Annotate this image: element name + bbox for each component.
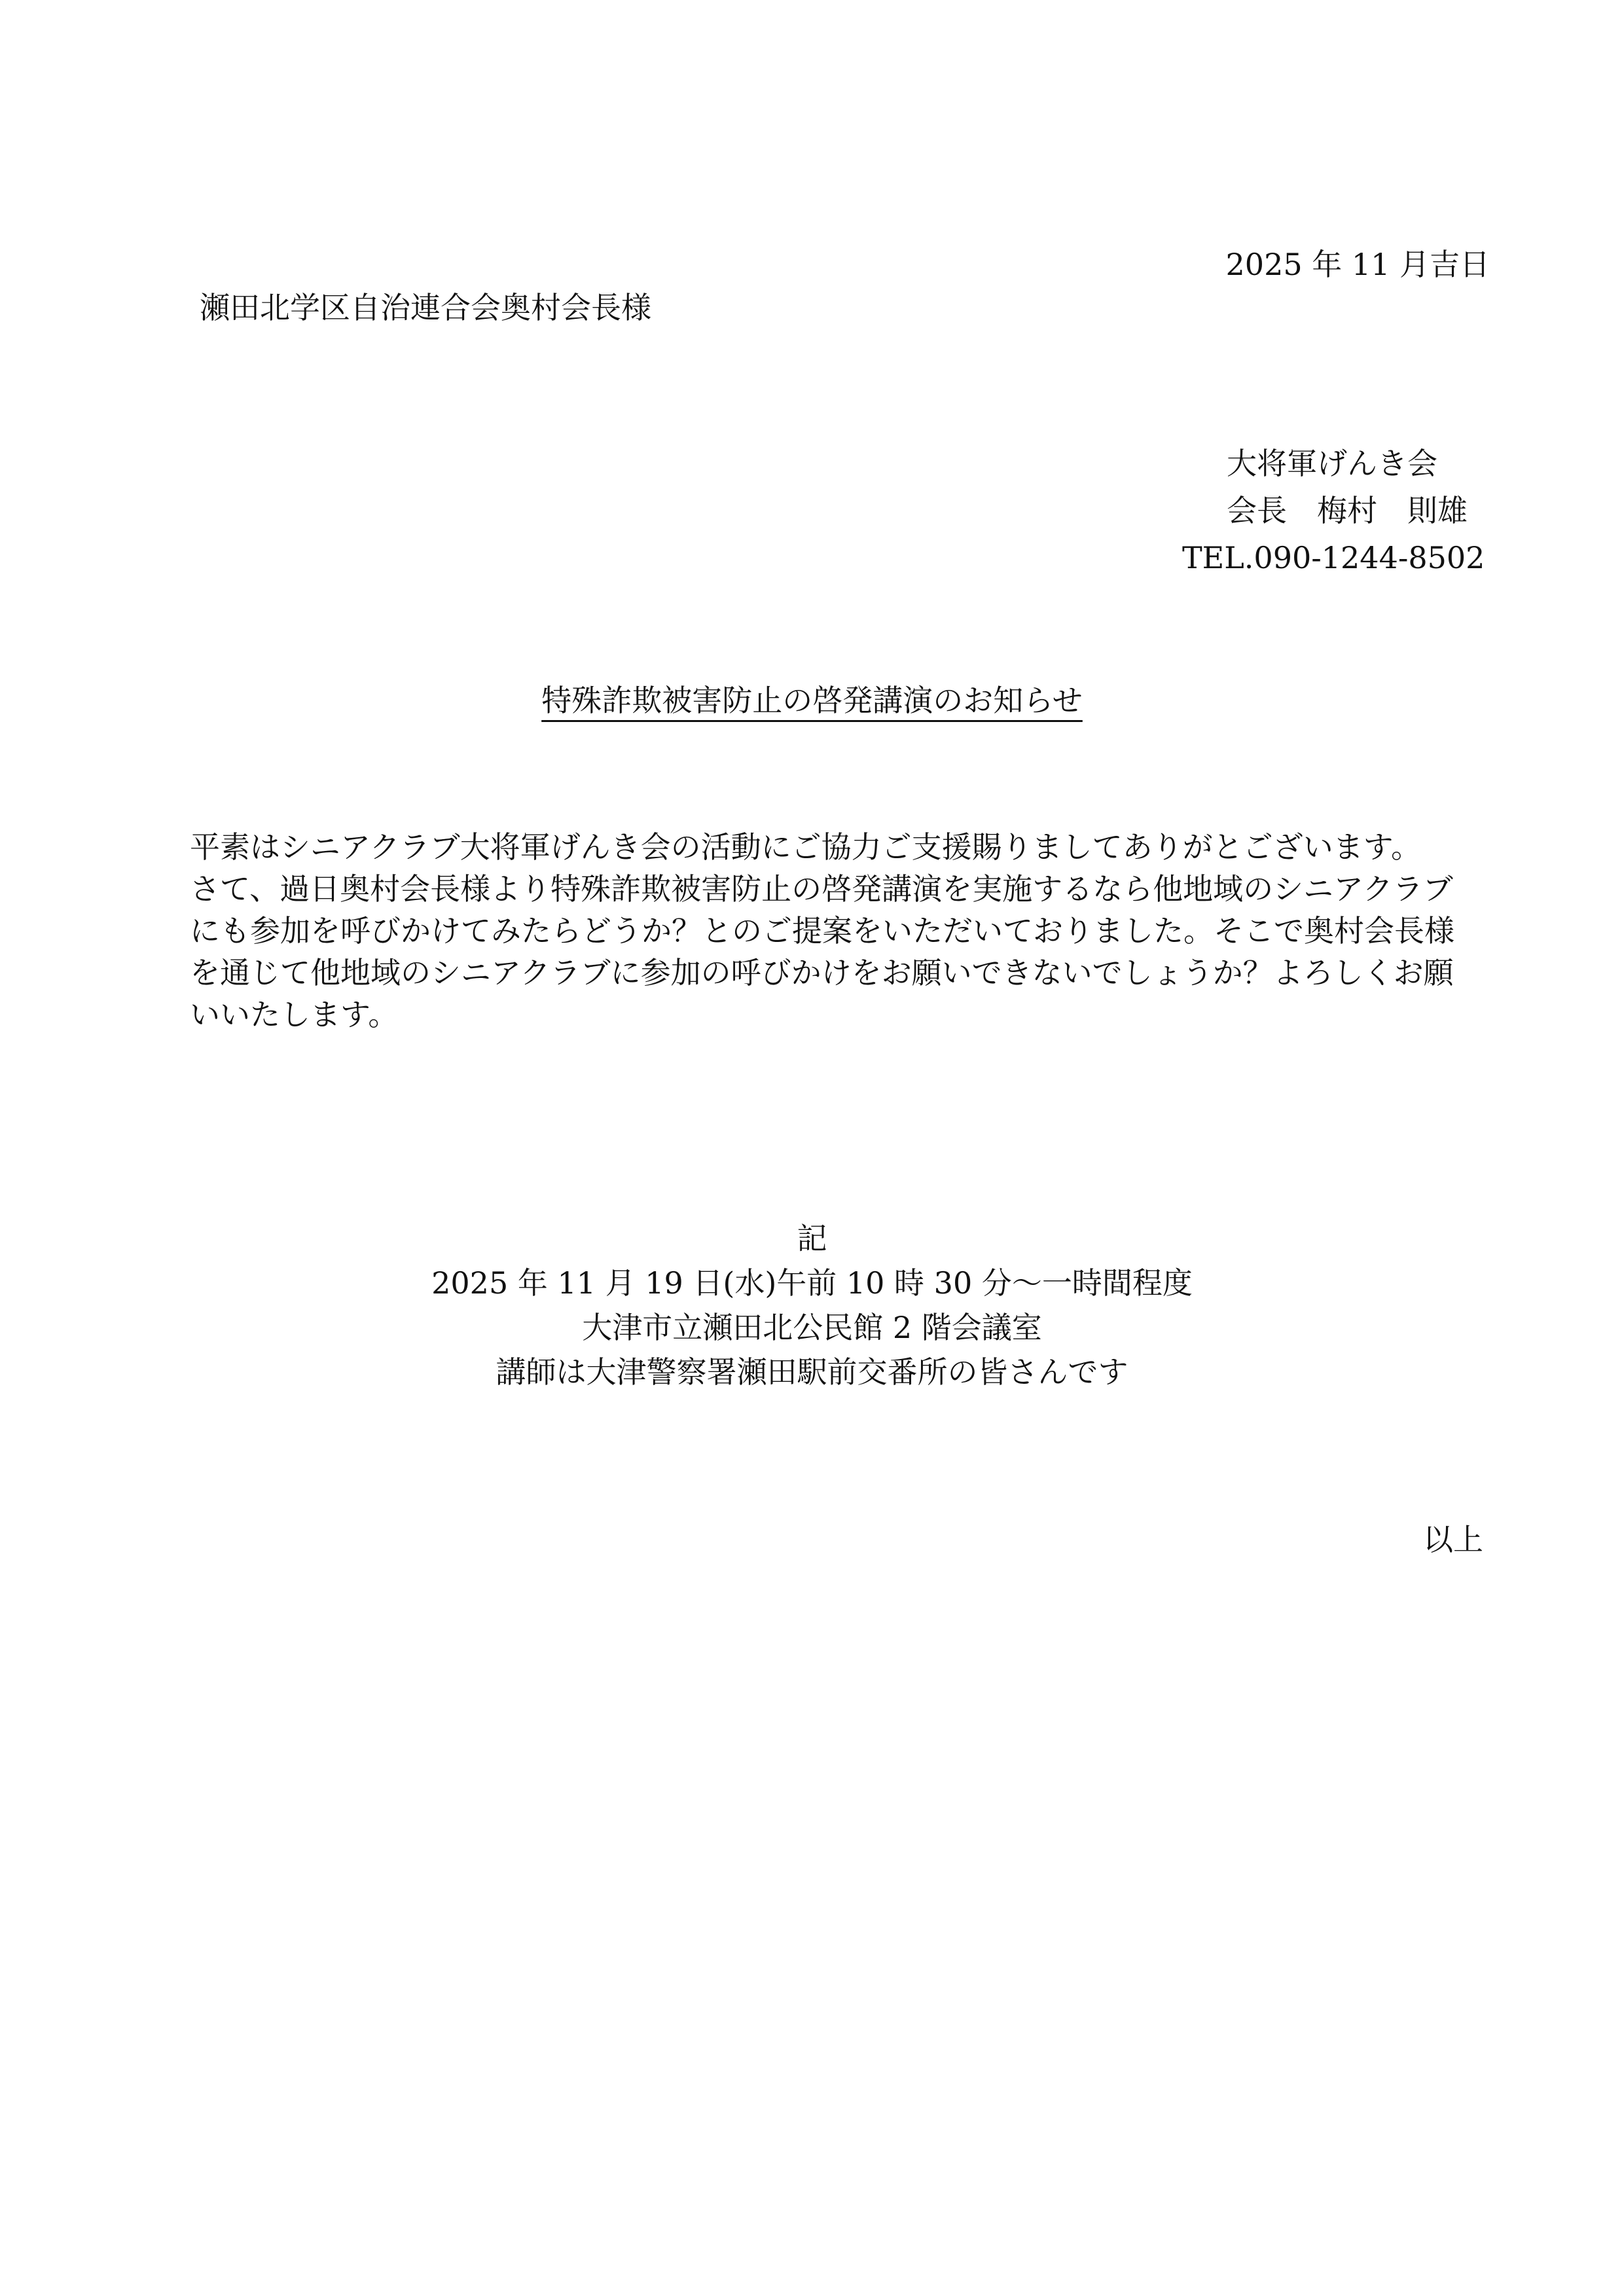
sender-organization: 大将軍げんき会 [1227,446,1437,481]
document-title [0,681,1624,720]
details-venue: 大津市立瀬田北公民館 2 階会議室 [582,1310,1042,1345]
letter-date: 2025 年 11 月吉日 [1225,247,1490,282]
addressee: 瀬田北学区自治連合会奥村会長様 [200,290,651,325]
details-block [0,1219,1624,1397]
details-heading: 記 [797,1221,827,1256]
details-datetime: 2025 年 11 月 19 日(水)午前 10 時 30 分～一時間程度 [431,1265,1193,1301]
sender-chair: 会長 梅村 則雄 [1227,493,1468,528]
document-title-text: 特殊詐欺被害防止の啓発講演のお知らせ [541,683,1083,718]
body-text [190,826,1473,1036]
body-paragraph-2: さて、過日奥村会長様より特殊詐欺被害防止の啓発講演を実施するなら他地域のシニアクラブにも参加を呼びかけてみたらどうか？とのご提案をいただいておりました。そこで奥村会長様を通じて他地域のシニアクラブに参加の呼びかけをお願いできないでしょうか？よろしくお願いいたします。 [190,871,1454,1032]
details-lecturer: 講師は大津警察署瀬田駅前交番所の皆さんです [496,1354,1128,1390]
sender-block [1143,444,1483,585]
body-paragraph-1: 平素はシニアクラブ大将軍げんき会の活動にご協力ご支援賜りましてありがとございます。 [190,829,1421,865]
sender-tel: TEL.090-1244-8502 [1182,540,1485,575]
closing: 以上 [1423,1522,1483,1557]
